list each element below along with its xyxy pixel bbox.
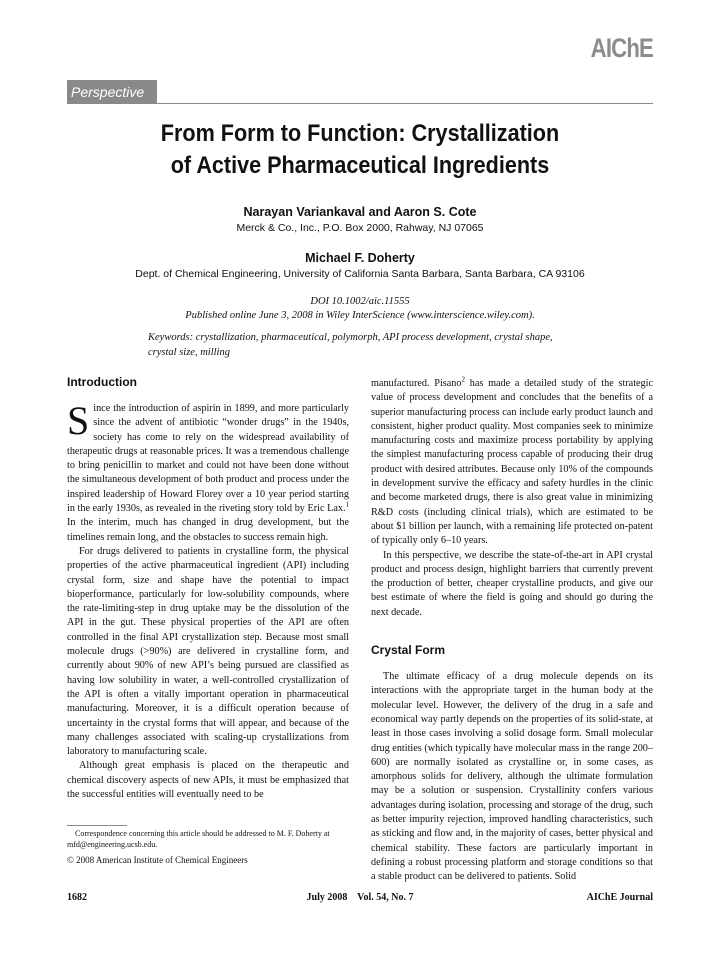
page-number: 1682 xyxy=(67,892,87,903)
section-label: Perspective xyxy=(67,80,157,104)
right-paragraph-1: manufactured. Pisano$^2$ has made a detailed study of the strategic value of process development and concludes that the benefits of a superior manufacturing process can include early product launch and consistent, higher product quality. Most companies seek to minimize manufacturing costs and maximize process portability by applying the simplest manufacturing process capable of producing their drug product with desired attributes. Because only 10% of the compounds in development survive the efficacy and safety hurdles in the clinic and become marketed drugs, there is also great value in minimizing R&D costs (including clinical trials), which are estimated to be about $1 billion per launch, with a remaining life protected on-patent of typically only 6–10 years. xyxy=(371,375,653,547)
left-column xyxy=(67,374,349,802)
author-names-1: Narayan Variankaval and Aaron S. Cote xyxy=(243,205,477,219)
article-title xyxy=(67,118,653,182)
author-names-2: Michael F. Doherty xyxy=(305,251,415,265)
copyright-notice: © 2008 American Institute of Chemical Engineers xyxy=(67,855,248,865)
section-divider xyxy=(67,103,653,104)
drop-cap: S xyxy=(67,398,90,443)
intro-paragraph-2: For drugs delivered to patients in crystalline form, the physical properties of the active pharmaceutical ingredient (API) including crystal form, size and shape have the potential to impact bioperformance, particularly for low-solubility compounds, where the rate-limiting-step in drug uptake may be the dissolution of the API in the gut. These physical properties of the API are often controlled in the final API crystallization step. Because most small molecule drugs (>90%) are delivered in crystalline form, and currently about 90% of new API’s being pursued are classified as having low solubility in water, a well-controlled crystallization of the API is often a vitally important operation in pharmaceutical manufacturing. Moreover, it is a difficult operation because of uncertainty in the crystal forms that will appear, and because of the many challenges associated with scaling-up crystallizations from laboratory to manufacturing scale. xyxy=(67,545,349,758)
journal-name: AIChE Journal xyxy=(586,892,653,903)
footnote-rule xyxy=(67,825,127,826)
publication-info: Published online June 3, 2008 in Wiley InterScience (www.interscience.wiley.com). xyxy=(185,310,535,321)
title-line-2: of Active Pharmaceutical Ingredients xyxy=(170,152,550,179)
journal-logo: AIChE xyxy=(590,33,653,63)
doi: DOI 10.1002/aic.11555 xyxy=(310,296,410,307)
page-footer xyxy=(67,892,653,908)
crystal-form-paragraph: The ultimate efficacy of a drug molecule depends on its interactions with the appropriate target in the human body at the molecular level. However, the delivery of the drug in a safe and economical way partly depends on the properties of its solid-state, at least in those cases involving a solid dosage form. Small molecular drug entities (which typically have molecular mass in the range 200–600) are normally isolated as crystalline or, in some cases, as amorphous solids for delivery, although the ultimate formulation may be a solution or suspension. Crystallinity confers various advantages during isolation, processing and storage of the drug, such as better impurity rejection, improved handling characteristics, such as sticking and flow and, in the majority of cases, better physical and chemical stability. These factors are particularly important in defining a robust processing platform and storage conditions so that a stable product can be delivered to patients. Solid xyxy=(371,671,653,883)
title-line-1: From Form to Function: Crystallization xyxy=(160,120,560,147)
intro-paragraph-1: Since the introduction of aspirin in 1899, and more particularly since the advent of antibiotic “wonder drugs” in the 1940s, society has come to rely on the widespread availability of therapeutic drugs at reasonable prices. It was a tremendous challenge to bring penicillin to market and could not have been done without the simultaneous development of both product and process under the inspired leadership of Howard Florey over a 10 year period starting in the early 1930s, as revealed in the riveting story told by Eric Lax.$^1$ In the interim, much has changed in drug development, but the timelines remain long, and the obstacles to success remain high. xyxy=(67,398,349,543)
issue-info: July 2008 Vol. 54, No. 7 xyxy=(306,892,414,903)
keywords: Keywords: crystallization, pharmaceutical, polymorph, API process development, crystal shape, crystal size, milling xyxy=(148,332,553,358)
affiliation-2: Dept. of Chemical Engineering, University of California Santa Barbara, Santa Barbara, CA 93106 xyxy=(135,268,585,280)
right-column xyxy=(371,377,653,885)
right-paragraph-2: In this perspective, we describe the state-of-the-art in API crystal product and process design, highlight barriers that currently prevent the production of better, cheaper crystalline products, and give our best estimate of where the field is going and should go during the next decade. xyxy=(371,549,653,618)
introduction-heading: Introduction xyxy=(67,375,137,389)
affiliation-1: Merck & Co., Inc., P.O. Box 2000, Rahway, NJ 07065 xyxy=(236,222,484,234)
correspondence-footnote: Correspondence concerning this article should be addressed to M. F. Doherty at mfd@engineering.ucsb.edu. xyxy=(67,829,330,849)
intro-paragraph-3: Although great emphasis is placed on the therapeutic and chemical discovery aspects of new APIs, it must be emphasized that the successful entities will eventually need to be xyxy=(67,760,349,801)
crystal-form-heading: Crystal Form xyxy=(371,643,446,658)
